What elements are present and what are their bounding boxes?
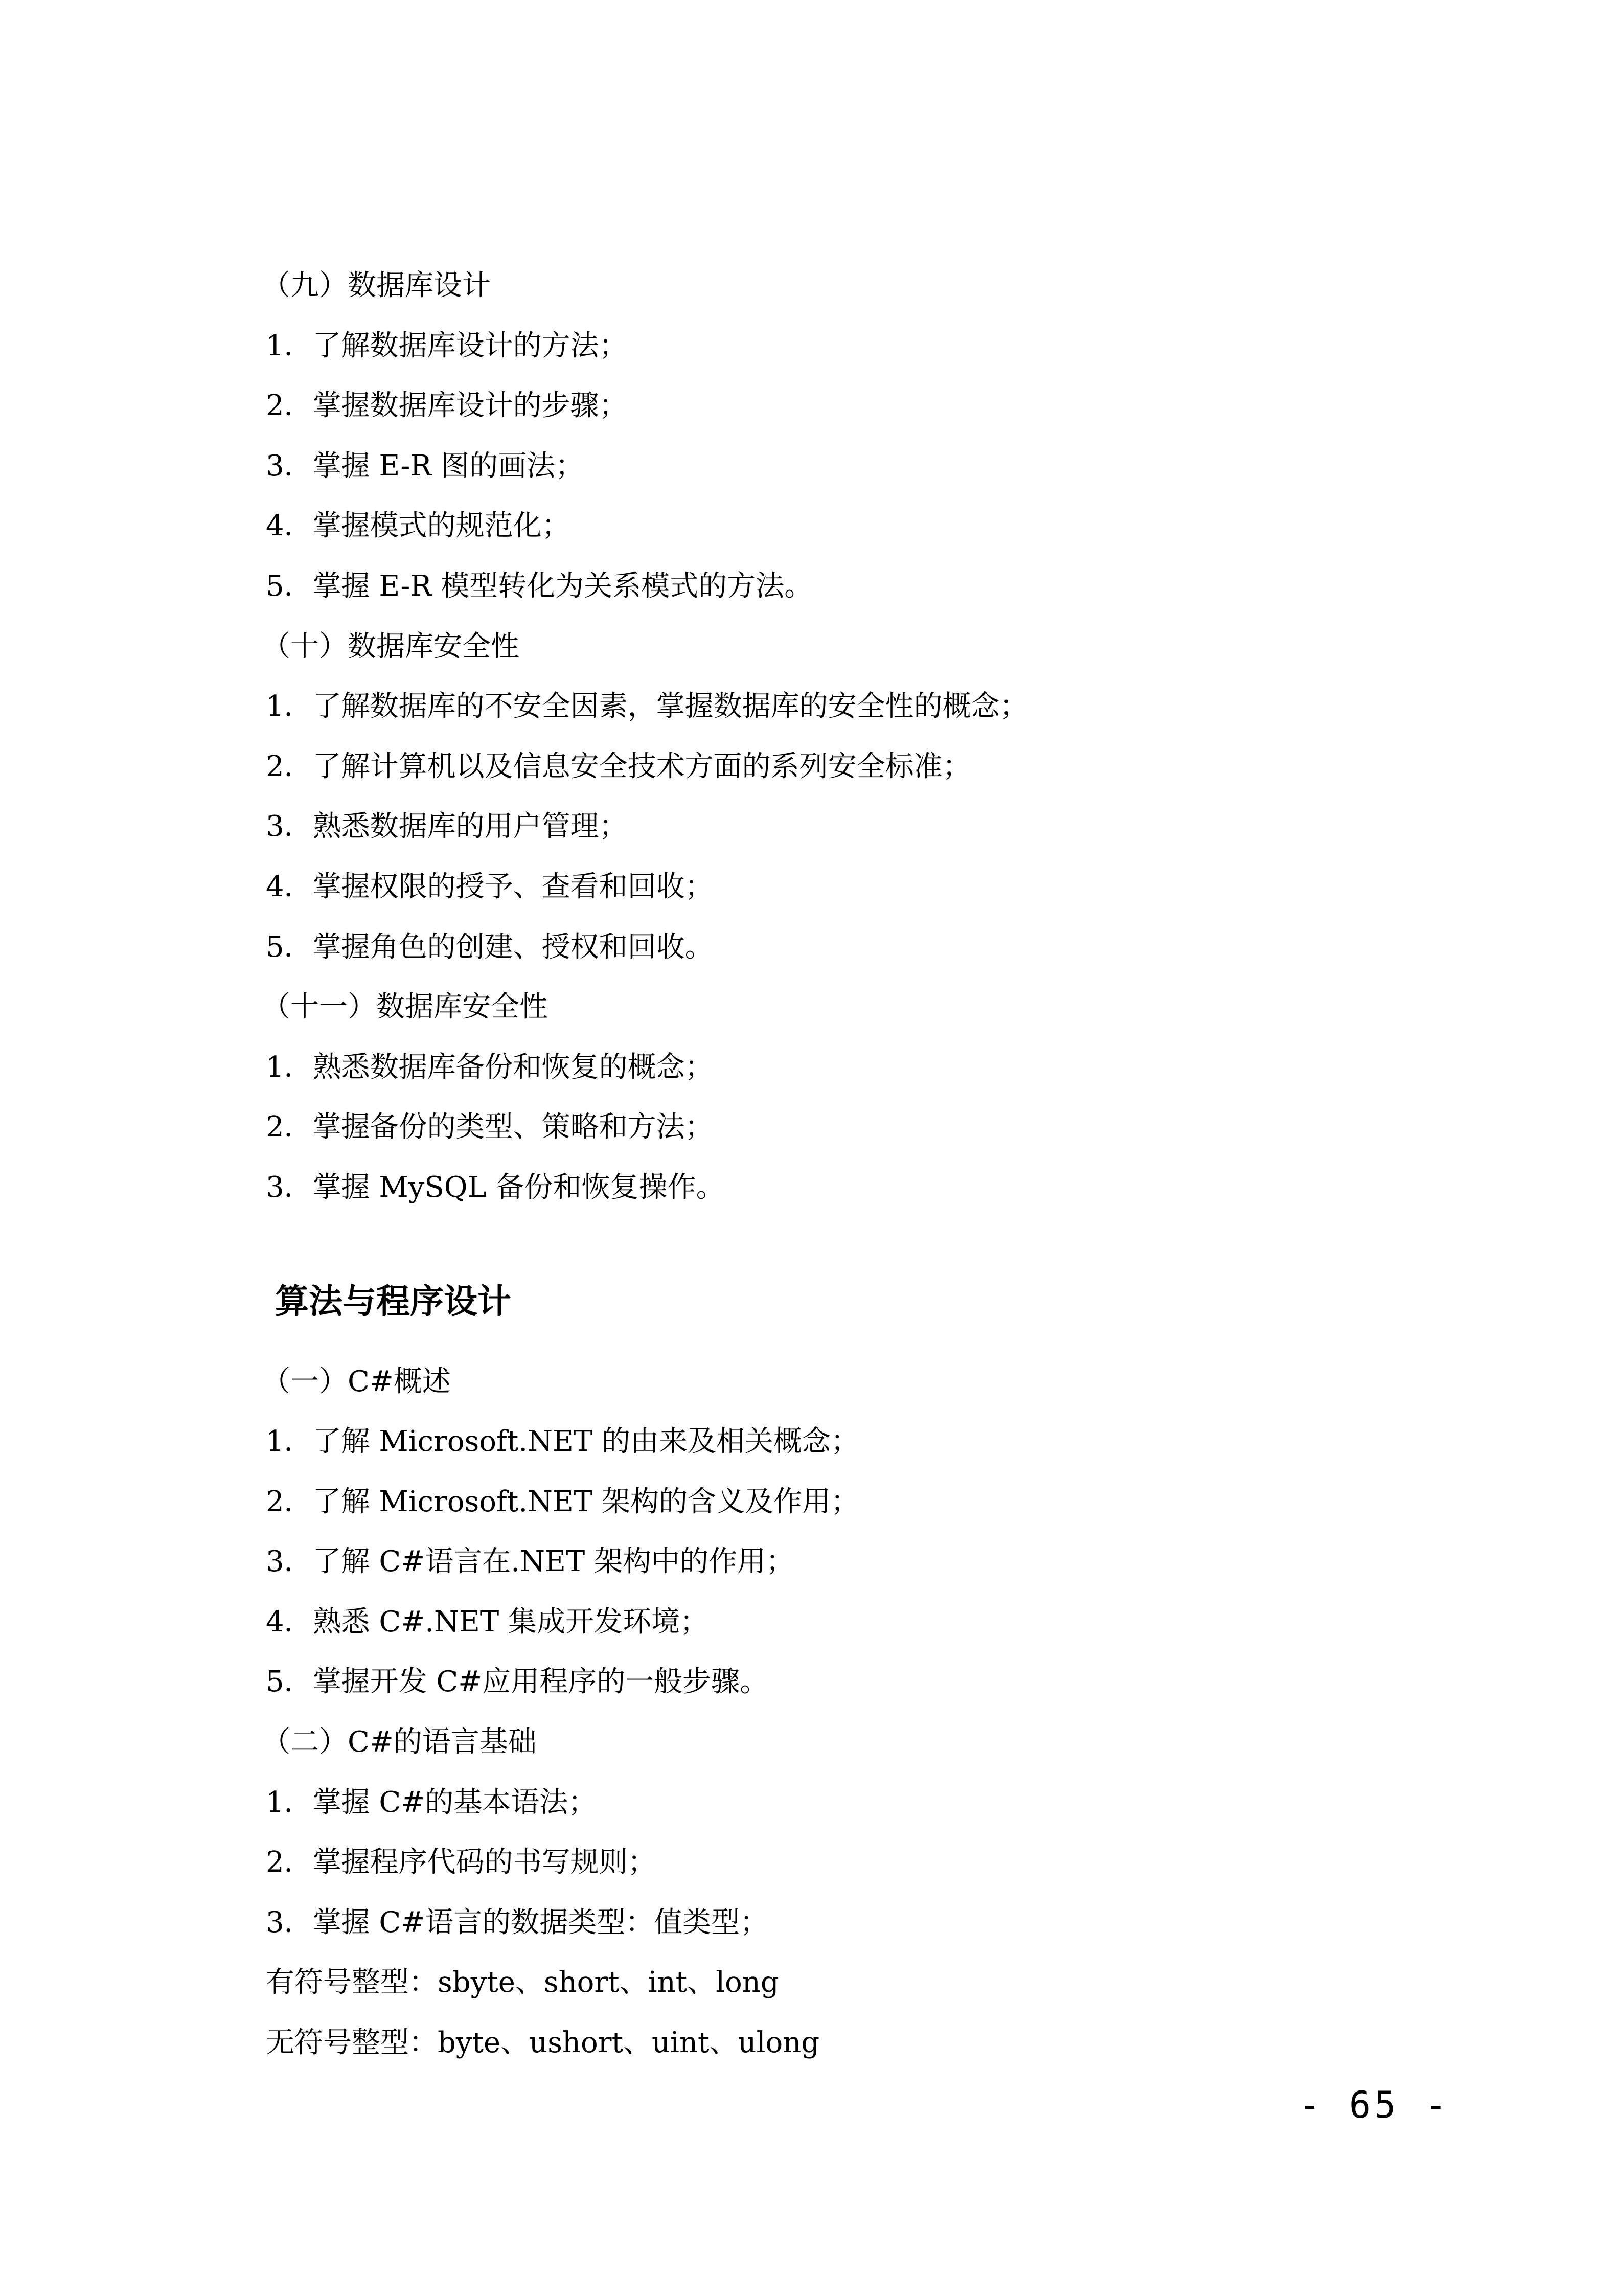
list-item: 4．熟悉 C#.NET 集成开发环境； [266, 1605, 709, 1639]
list-item: 1．掌握 C#的基本语法； [266, 1785, 597, 1819]
list-item: 2．了解计算机以及信息安全技术方面的系列安全标准； [266, 749, 971, 783]
section-title: （二）C#的语言基础 [262, 1725, 537, 1759]
list-item: 3．了解 C#语言在.NET 架构中的作用； [266, 1545, 795, 1579]
list-item: 3．掌握 MySQL 备份和恢复操作。 [266, 1170, 725, 1204]
section-title: （一）C#概述 [262, 1365, 451, 1398]
list-item: 4．掌握模式的规范化； [266, 509, 570, 543]
list-item: 4．掌握权限的授予、查看和回收； [266, 870, 714, 903]
list-item: 2．掌握数据库设计的步骤； [266, 389, 628, 423]
page-number: - 65 - [1298, 2083, 1450, 2126]
section-title: （十一）数据库安全性 [262, 990, 548, 1024]
section-title: （九）数据库设计 [262, 269, 491, 302]
list-item: 5．掌握开发 C#应用程序的一般步骤。 [266, 1665, 769, 1699]
list-item: 1．熟悉数据库备份和恢复的概念； [266, 1050, 714, 1084]
list-item: 3．掌握 E-R 图的画法； [266, 449, 584, 483]
course-heading: 算法与程序设计 [275, 1281, 511, 1321]
list-item: 3．熟悉数据库的用户管理； [266, 810, 628, 844]
list-item: 1．了解数据库的不安全因素，掌握数据库的安全性的概念； [266, 690, 1028, 723]
section-title: （十）数据库安全性 [262, 629, 519, 663]
list-item: 2．掌握程序代码的书写规则； [266, 1846, 656, 1879]
list-item: 5．掌握 E-R 模型转化为关系模式的方法。 [266, 569, 813, 603]
page-content [262, 256, 1482, 2073]
type-line: 无符号整型：byte、ushort、uint、ulong [266, 2026, 820, 2060]
type-line: 有符号整型：sbyte、short、int、long [266, 1966, 779, 1999]
list-item: 5．掌握角色的创建、授权和回收。 [266, 930, 714, 964]
list-item: 2．掌握备份的类型、策略和方法； [266, 1110, 714, 1144]
list-item: 1．了解 Microsoft.NET 的由来及相关概念； [266, 1425, 860, 1459]
list-item: 3．掌握 C#语言的数据类型：值类型； [266, 1905, 769, 1939]
list-item: 2．了解 Microsoft.NET 架构的含义及作用； [266, 1485, 860, 1518]
list-item: 1．了解数据库设计的方法； [266, 329, 628, 362]
